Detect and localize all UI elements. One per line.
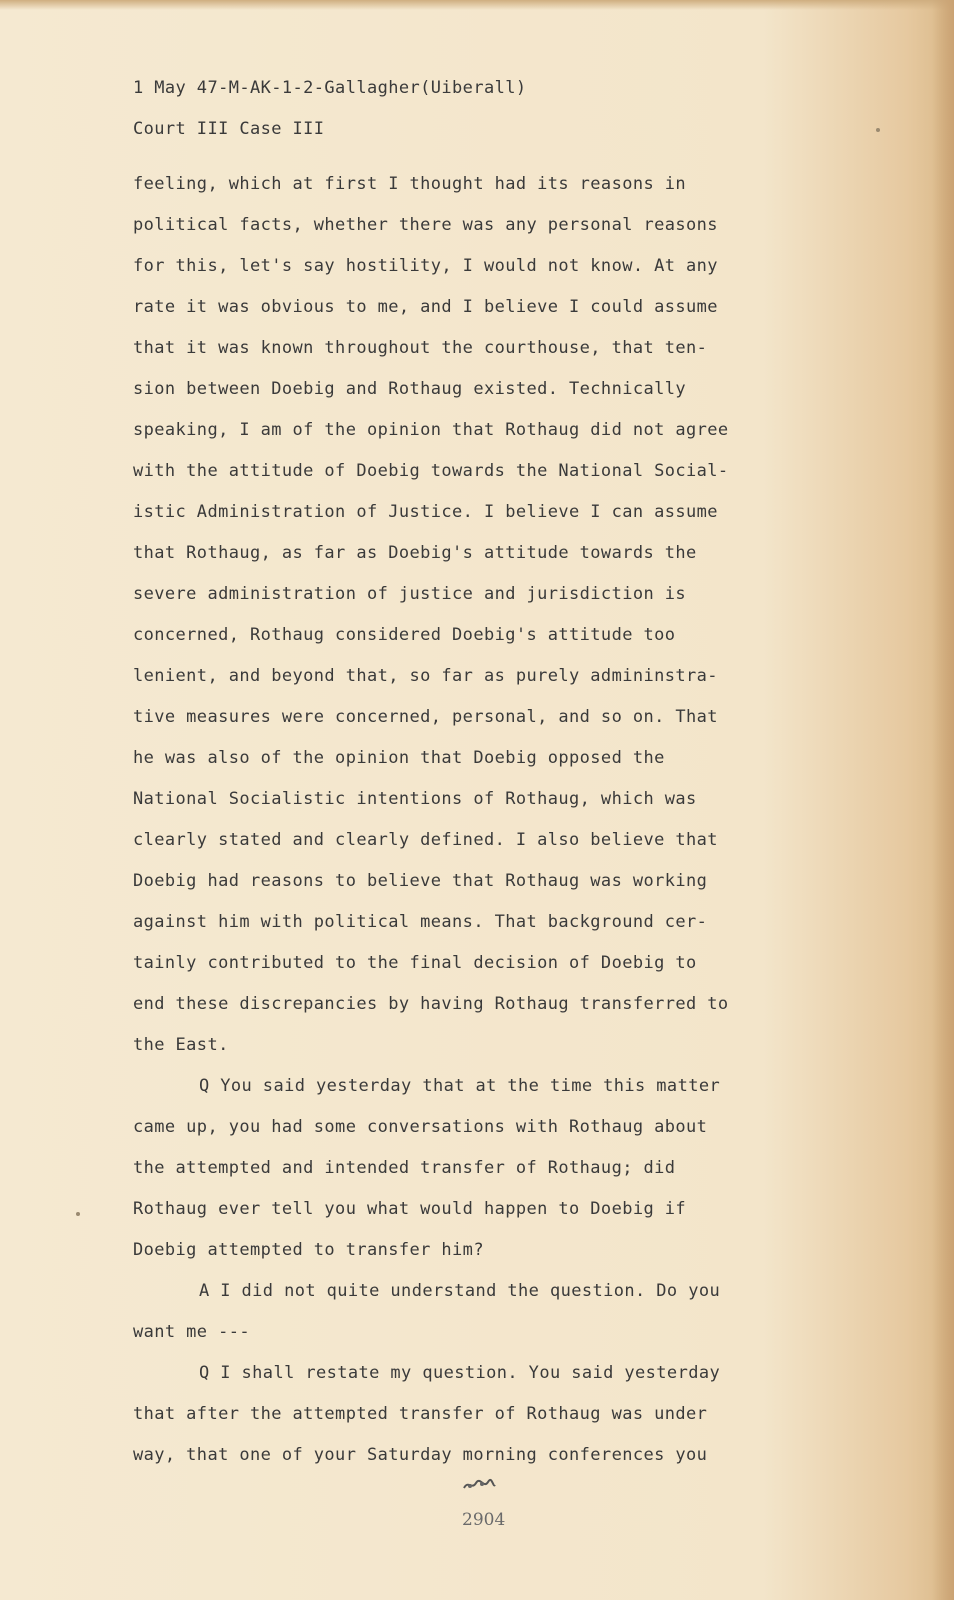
body-line: sion between Doebig and Rothaug existed. Technically <box>133 379 687 399</box>
document-header <box>133 68 527 150</box>
body-line: tive measures were concerned, personal, and so on. That <box>133 707 718 727</box>
body-line: want me --- <box>133 1322 250 1342</box>
ink-stamp-mark <box>462 1476 496 1498</box>
body-line: came up, you had some conversations with Rothaug about <box>133 1117 708 1137</box>
answer-line: A I did not quite understand the question. Do you <box>199 1281 721 1301</box>
body-line: speaking, I am of the opinion that Rothaug did not agree <box>133 420 729 440</box>
page-number: 2904 <box>462 1510 506 1530</box>
body-line: that it was known throughout the courthouse, that ten- <box>133 338 708 358</box>
body-line: end these discrepancies by having Rothaug transferred to <box>133 994 729 1014</box>
header-court-case: Court III Case III <box>133 119 325 139</box>
body-line: severe administration of justice and jurisdiction is <box>133 584 687 604</box>
transcript-body <box>133 164 833 1476</box>
paper-right-edge <box>932 0 954 1600</box>
body-line: Doebig attempted to transfer him? <box>133 1240 484 1260</box>
body-line: he was also of the opinion that Doebig opposed the <box>133 748 665 768</box>
body-line: Rothaug ever tell you what would happen to Doebig if <box>133 1199 687 1219</box>
body-line: that Rothaug, as far as Doebig's attitude towards the <box>133 543 697 563</box>
body-line: concerned, Rothaug considered Doebig's attitude too <box>133 625 676 645</box>
body-line: clearly stated and clearly defined. I also believe that <box>133 830 718 850</box>
body-line: for this, let's say hostility, I would not know. At any <box>133 256 718 276</box>
body-line: tainly contributed to the final decision of Doebig to <box>133 953 697 973</box>
body-line: political facts, whether there was any personal reasons <box>133 215 718 235</box>
body-line: lenient, and beyond that, so far as purely admininstra- <box>133 666 718 686</box>
body-line: rate it was obvious to me, and I believe I could assume <box>133 297 718 317</box>
question-line: Q You said yesterday that at the time this matter <box>199 1076 721 1096</box>
question-line: Q I shall restate my question. You said yesterday <box>199 1363 721 1383</box>
body-line: with the attitude of Doebig towards the National Social- <box>133 461 729 481</box>
header-reference: 1 May 47-M-AK-1-2-Gallagher(Uiberall) <box>133 78 527 98</box>
body-line: Doebig had reasons to believe that Rothaug was working <box>133 871 708 891</box>
body-line: against him with political means. That background cer- <box>133 912 708 932</box>
body-line: National Socialistic intentions of Rothaug, which was <box>133 789 697 809</box>
body-line: the attempted and intended transfer of Rothaug; did <box>133 1158 676 1178</box>
body-line: feeling, which at first I thought had its reasons in <box>133 174 687 194</box>
paper-speck <box>76 1212 80 1216</box>
stamp-icon <box>462 1476 496 1494</box>
paper-speck <box>876 128 880 132</box>
body-line: the East. <box>133 1035 229 1055</box>
body-line: way, that one of your Saturday morning conferences you <box>133 1445 708 1465</box>
body-line: that after the attempted transfer of Rothaug was under <box>133 1404 708 1424</box>
paper-top-edge <box>0 0 954 10</box>
body-line: istic Administration of Justice. I believe I can assume <box>133 502 718 522</box>
